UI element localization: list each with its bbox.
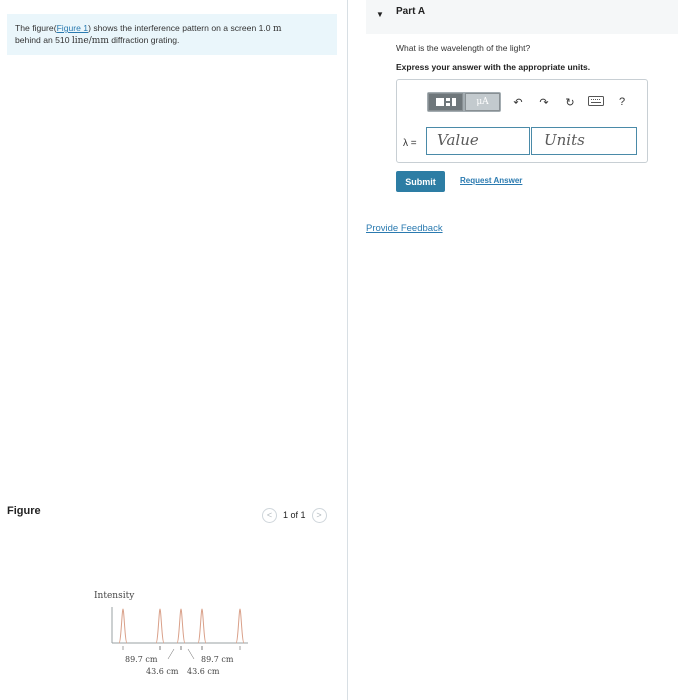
spacing-label-1: 89.7 cm	[125, 655, 158, 664]
intensity-peaks	[119, 609, 244, 643]
request-answer-link[interactable]: Request Answer	[460, 176, 523, 185]
collapse-caret-icon[interactable]: ▼	[376, 10, 384, 19]
spacing-label-3: 43.6 cm	[187, 667, 220, 676]
spacing-label-4: 89.7 cm	[201, 655, 234, 664]
part-title: Part A	[396, 6, 426, 17]
problem-line-1: The figure(Figure 1) shows the interference pattern on a screen 1.0 m	[15, 23, 282, 34]
reset-icon[interactable]: ↻	[565, 96, 575, 109]
lambda-label: λ =	[403, 138, 417, 149]
intensity-peak	[177, 609, 185, 643]
templates-button[interactable]	[428, 93, 463, 111]
provide-feedback-link[interactable]: Provide Feedback	[366, 223, 443, 234]
templates-icon	[435, 96, 457, 108]
next-figure-button[interactable]: >	[312, 508, 327, 523]
value-input[interactable]: Value	[426, 127, 530, 155]
figure-heading: Figure	[7, 505, 41, 517]
leader-line-right	[188, 649, 194, 659]
toolbar-button-group	[427, 92, 501, 112]
intensity-label: Intensity	[94, 591, 135, 601]
math-toolbar	[427, 92, 631, 112]
intensity-peak	[119, 609, 127, 643]
instruction-text: Express your answer with the appropriate units.	[396, 62, 591, 72]
question-text: What is the wavelength of the light?	[396, 43, 531, 53]
redo-icon[interactable]: ↷	[539, 96, 549, 109]
interference-figure	[90, 585, 255, 680]
problem-statement	[7, 14, 337, 55]
problem-line-2: behind an 510 line/mm diffraction grating.	[15, 35, 180, 46]
units-input[interactable]: Units	[531, 127, 637, 155]
part-a-header[interactable]	[366, 0, 678, 34]
prev-figure-button[interactable]: <	[262, 508, 277, 523]
answer-box	[396, 79, 648, 163]
units-button[interactable]: μA	[465, 93, 500, 111]
figure-link[interactable]: Figure 1	[56, 23, 89, 33]
figure-pager	[262, 506, 327, 524]
submit-button[interactable]: Submit	[396, 171, 445, 192]
dimension-markers	[123, 646, 240, 650]
help-icon[interactable]: ?	[618, 96, 626, 108]
figure-page-count: 1 of 1	[283, 510, 306, 520]
leader-line-left	[168, 649, 174, 659]
intensity-peak	[236, 609, 244, 643]
spacing-label-2: 43.6 cm	[146, 667, 179, 676]
undo-icon[interactable]: ↶	[513, 96, 523, 109]
intensity-peak	[156, 609, 164, 643]
keyboard-icon[interactable]	[587, 96, 605, 109]
answer-panel	[348, 0, 678, 700]
intensity-peak	[198, 609, 206, 643]
